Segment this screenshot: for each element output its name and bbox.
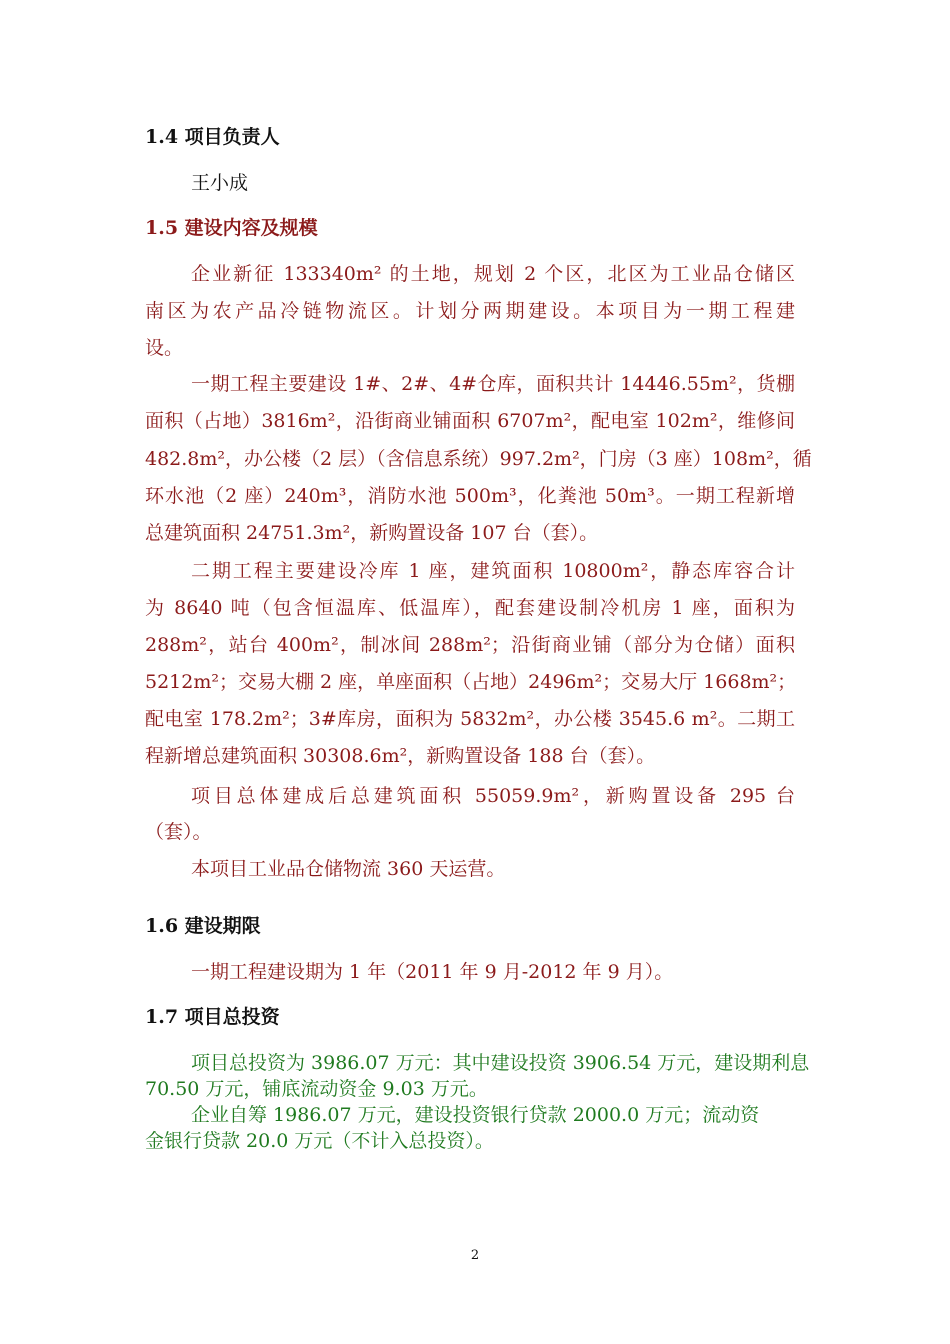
construction-period: 一期工程建设期为 1 年（2011 年 9 月-2012 年 9 月）。 bbox=[191, 961, 674, 983]
paragraph-line: 项目总体建成后总建筑面积 55059.9m²，新购置设备 295 台 bbox=[191, 785, 795, 807]
paragraph-line: 配电室 178.2m²；3#库房，面积为 5832m²，办公楼 3545.6 m²。二期工 bbox=[145, 708, 795, 730]
page-number: 2 bbox=[470, 1248, 480, 1263]
paragraph-line: 南区为农产品冷链物流区。计划分两期建设。本项目为一期工程建 bbox=[145, 300, 795, 322]
heading-1-7: 1.7 项目总投资 bbox=[145, 1006, 280, 1028]
paragraph-line: 为 8640 吨（包含恒温库、低温库），配套建设制冷机房 1 座，面积为 bbox=[145, 597, 795, 619]
paragraph-line: 本项目工业品仓储物流 360 天运营。 bbox=[191, 858, 506, 880]
paragraph-line: （套）。 bbox=[145, 821, 212, 843]
paragraph-line: 一期工程主要建设 1#、2#、4#仓库，面积共计 14446.55m²，货棚 bbox=[191, 373, 795, 395]
heading-1-5: 1.5 建设内容及规模 bbox=[145, 217, 318, 239]
paragraph-line: 项目总投资为 3986.07 万元：其中建设投资 3906.54 万元，建设期利息 bbox=[191, 1052, 810, 1074]
paragraph-line: 企业新征 133340m² 的土地，规划 2 个区，北区为工业品仓储区 bbox=[191, 263, 795, 285]
paragraph-line: 482.8m²，办公楼（2 层）（含信息系统）997.2m²，门房（3 座）108m²，循 bbox=[145, 448, 812, 470]
paragraph-line: 金银行贷款 20.0 万元（不计入总投资）。 bbox=[145, 1130, 494, 1152]
paragraph-line: 70.50 万元，铺底流动资金 9.03 万元。 bbox=[145, 1078, 488, 1100]
paragraph-line: 企业自筹 1986.07 万元，建设投资银行贷款 2000.0 万元；流动资 bbox=[191, 1104, 760, 1126]
paragraph-line: 二期工程主要建设冷库 1 座，建筑面积 10800m²，静态库容合计 bbox=[191, 560, 795, 582]
paragraph-line: 面积（占地）3816m²，沿街商业铺面积 6707m²，配电室 102m²，维修间 bbox=[145, 410, 795, 432]
heading-1-4: 1.4 项目负责人 bbox=[145, 126, 280, 148]
paragraph-line: 设。 bbox=[145, 337, 184, 359]
project-leader: 王小成 bbox=[191, 172, 249, 194]
heading-1-6: 1.6 建设期限 bbox=[145, 915, 261, 937]
paragraph-line: 程新增总建筑面积 30308.6m²，新购置设备 188 台（套）。 bbox=[145, 745, 656, 767]
paragraph-line: 环水池（2 座）240m³，消防水池 500m³，化粪池 50m³。一期工程新增 bbox=[145, 485, 795, 507]
paragraph-line: 总建筑面积 24751.3m²，新购置设备 107 台（套）。 bbox=[145, 522, 599, 544]
paragraph-line: 288m²，站台 400m²，制冰间 288m²；沿街商业铺（部分为仓储）面积 bbox=[145, 634, 795, 656]
paragraph-line: 5212m²；交易大棚 2 座，单座面积（占地）2496m²；交易大厅 1668m²； bbox=[145, 671, 797, 693]
